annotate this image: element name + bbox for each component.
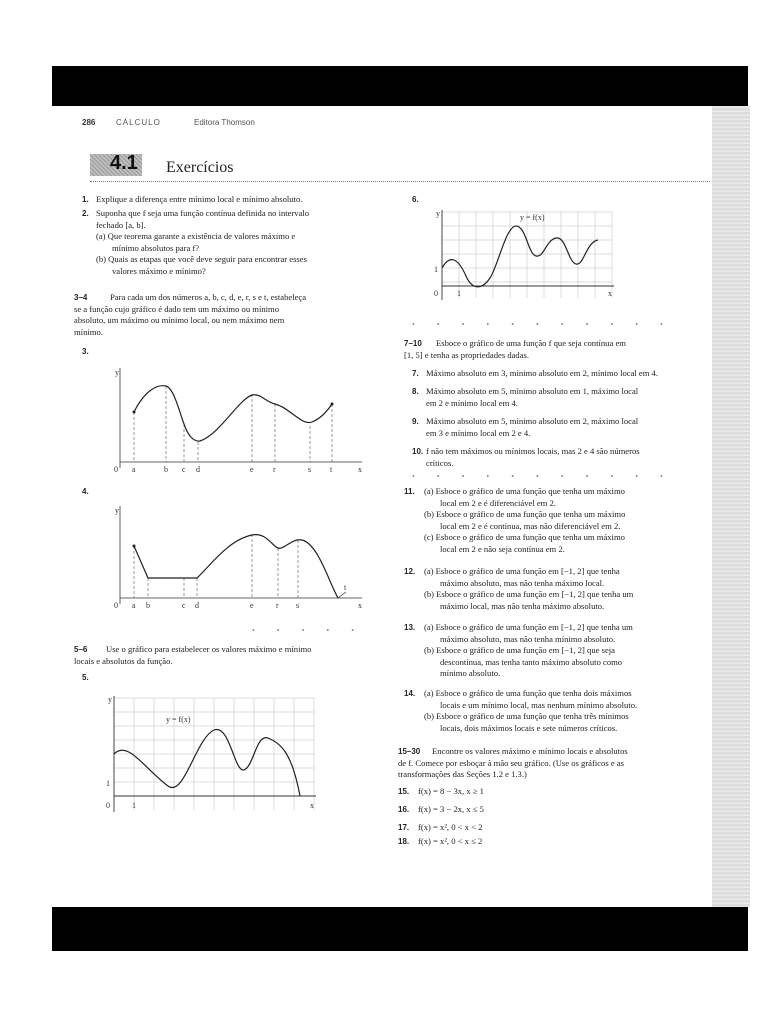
exercise-11: 11. (a) Esboce o gráfico de uma função que tenha um máximo local em 2 e é diferenciável em 2. (b) Esboce o gráfico de uma função que tenha um máximo local em 2 e é contínua, mas não diferenciável em 2. (c) Esboce o gráfico de uma função que tenha um máximo local em 2 e não seja contínua em 2. [404,486,626,554]
exercise-3-label: 3. [82,347,89,356]
book-title: CÁLCULO [116,118,161,127]
g6-y-label: y [436,209,440,218]
publisher: Editora Thomson [194,118,255,127]
scanned-page-edge [710,106,750,907]
g3-tick-c: c [182,465,186,474]
g4-tick-e: e [250,601,254,610]
exercise-12: 12. (a) Esboce o gráfico de uma função em [−1, 2] que tenha máximo absoluto, mas não tenha máximo local. (b) Esboce o gráfico de uma função em [−1, 2] que tenha um máximo local, mas não tenha máximo absoluto. [404,566,634,611]
exercise-7: 7. Máximo absoluto em 3, mínimo absoluto em 2, mínimo local em 4. [412,368,659,378]
g3-tick-e: e [250,465,254,474]
g4-origin: 0 [114,601,118,610]
g6-curve-label: y = f(x) [520,213,545,222]
g4-x-label: x [358,601,362,610]
g4-tick-r: r [276,601,279,610]
separator-dots: • • • • • [252,626,365,635]
exercise-17: 17. f(x) = x², 0 < x < 2 [398,822,483,832]
g5-one-x: 1 [132,801,136,810]
section-title: Exercícios [166,159,234,176]
exercise-13: 13. (a) Esboce o gráfico de uma função em [−1, 2] que tenha um máximo absoluto, mas não tenha mínimo absoluto. (b) Esboce o gráfico de uma função em [−1, 2] que seja descontínua, mas tenha tanto máximo absoluto como mínimo absoluto. [404,622,633,678]
exercise-18: 18. f(x) = x², 0 < x ≤ 2 [398,836,483,846]
g3-tick-s: s [308,465,312,474]
exercise-3-4-instructions: 3–4 Para cada um dos números a, b, c, d, e, r, s e t, estabeleça se a função cujo gráfico é dado tem um máximo ou mínimo absoluto, um máximo ou mínimo local, ou nem máximo nem mínimo. [74,292,307,337]
exercise-9: 9. Máximo absoluto em 5, mínimo absoluto em 2, máximo local em 3 e mínimo local em 2 e 4. [412,416,639,438]
exercise-16: 16. f(x) = 3 − 2x, x ≤ 5 [398,804,484,814]
g5-curve-label: y = f(x) [166,715,191,724]
page-number: 286 [82,118,96,127]
section-divider [90,181,710,183]
g4-tick-d: d [195,601,199,610]
graph-exercise-6 [432,206,622,306]
top-black-border [52,66,748,106]
g5-x-label: x [310,801,314,810]
exercise-7-10-instructions: 7–10 Esboce o gráfico de uma função f que seja contínua em [1, 5] e tenha as propriedades dadas. [404,338,626,360]
g4-tick-c: c [182,601,186,610]
g4-tick-a: a [132,601,136,610]
g3-tick-d: d [196,465,200,474]
g6-one-x: 1 [457,289,461,298]
g3-tick-r: r [273,465,276,474]
g4-tick-s: s [296,601,300,610]
g3-tick-b: b [164,465,168,474]
g3-origin: 0 [114,465,118,474]
g5-origin: 0 [106,801,110,810]
separator-dots-right: • • • • • • • • • • • [412,320,673,329]
section-number: 4.1 [110,152,138,174]
bottom-black-border [52,907,748,951]
g5-y-label: y [108,695,112,704]
g3-tick-t: t [330,465,333,474]
g5-one-y: 1 [106,779,110,788]
textbook-page [52,106,712,907]
g6-x-label: x [608,289,612,298]
exercise-6-label: 6. [412,195,419,204]
g4-tick-t: t [344,583,347,592]
g6-one-y: 1 [434,265,438,274]
g3-y-label: y [115,368,119,377]
exercise-14: 14. (a) Esboce o gráfico de uma função que tenha dois máximos locais e um mínimo local, mas nenhum mínimo absoluto. (b) Esboce o gráfico de uma função que tenha três mínimos locais, dois máximos locais e sete números críticos. [404,688,638,733]
g3-x-label: x [358,465,362,474]
exercise-5-label: 5. [82,673,89,682]
graph-exercise-4 [110,502,370,612]
g4-tick-b: b [146,601,150,610]
exercise-10: 10. f não tem máximos ou mínimos locais, mas 2 e 4 são números críticos. [412,446,640,468]
graph-exercise-5 [104,690,324,820]
exercise-15: 15. f(x) = 8 − 3x, x ≥ 1 [398,786,484,796]
graph-exercise-3 [110,364,370,476]
exercise-15-30-instructions: 15–30 Encontre os valores máximo e mínimo locais e absolutos de f. Comece por esboçar à mão seu gráfico. (Use os gráficos e as transformações das Seções 1.2 e 1.3.) [398,746,628,779]
g4-y-label: y [115,506,119,515]
g3-tick-a: a [132,465,136,474]
exercise-5-6-instructions: 5–6 Use o gráfico para estabelecer os valores máximo e mínimo locais e absolutos da função. [74,644,312,666]
g6-origin: 0 [434,289,438,298]
separator-dots-right-2: • • • • • • • • • • • [412,472,673,481]
exercise-4-label: 4. [82,487,89,496]
exercise-2: 2. Suponha que f seja uma função contínua definida no intervalo fechado [a, b]. (a) Que teorema garante a existência de valores máximo e mínimo absolutos para f? (b) Quais as etapas que você deve seguir para encontrar esses valores máximo e mínimo? [82,208,310,276]
exercise-1: 1. Explique a diferença entre mínimo local e mínimo absoluto. [82,194,303,204]
exercise-8: 8. Máximo absoluto em 5, mínimo absoluto em 1, máximo local em 2 e mínimo local em 4. [412,386,639,408]
